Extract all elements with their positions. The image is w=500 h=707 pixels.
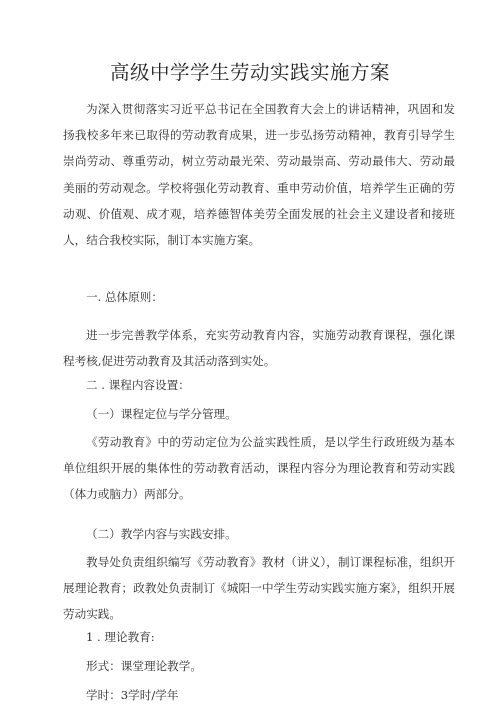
section1-paragraph: 进一步完善教学体系，充实劳动教育内容，实施劳动教育课程，强化课程考核,促进劳动教育及其活动落到实处。 [63, 328, 455, 369]
item1-heading: 1 . 理论教育: [86, 630, 155, 644]
item1-hours: 学时：3学时/学年 [86, 688, 179, 702]
document-title: 高级中学学生劳动实践实施方案 [109, 61, 390, 84]
intro-paragraph: 为深入贯彻落实习近平总书记在全国教育大会上的讲话精神，巩固和发扬我校多年来已取得的劳动教育成果，进一步弘扬劳动精神，教育引导学生崇尚劳动、尊重劳动，树立劳动最光荣、劳动最崇高、劳动最伟大、劳动最美丽的劳动观念。学校将强化劳动教育、重申劳动价值，培养学生正确的劳动观、价值观、成才观，培养德智体美劳全面发展的社会主义建设者和接班人，结合我校实际，制订本实施方案。 [63, 102, 455, 248]
item1-form: 形式：课堂理论教学。 [86, 659, 202, 673]
section1-heading: 一. 总体原则： [86, 290, 163, 304]
section2-heading: 二 . 课程内容设置： [86, 378, 190, 392]
subsection1-paragraph: 《劳动教育》中的劳动定位为公益实践性质，是以学生行政班级为基本单位组织开展的集体性的劳动教育活动，课程内容分为理论教育和劳动实践（体力或脑力）两部分。 [63, 435, 455, 502]
subsection2-paragraph: 教导处负责组织编写《劳动教育》教材（讲义），制订课程标准，组织开展理论教育；政教处负责制订《城阳一中学生劳动实践实施方案》，组织开展劳动实践。 [63, 555, 455, 622]
subsection1-heading: （一）课程定位与学分管理。 [86, 407, 237, 421]
subsection2-heading: （二）教学内容与实践安排。 [86, 527, 237, 541]
